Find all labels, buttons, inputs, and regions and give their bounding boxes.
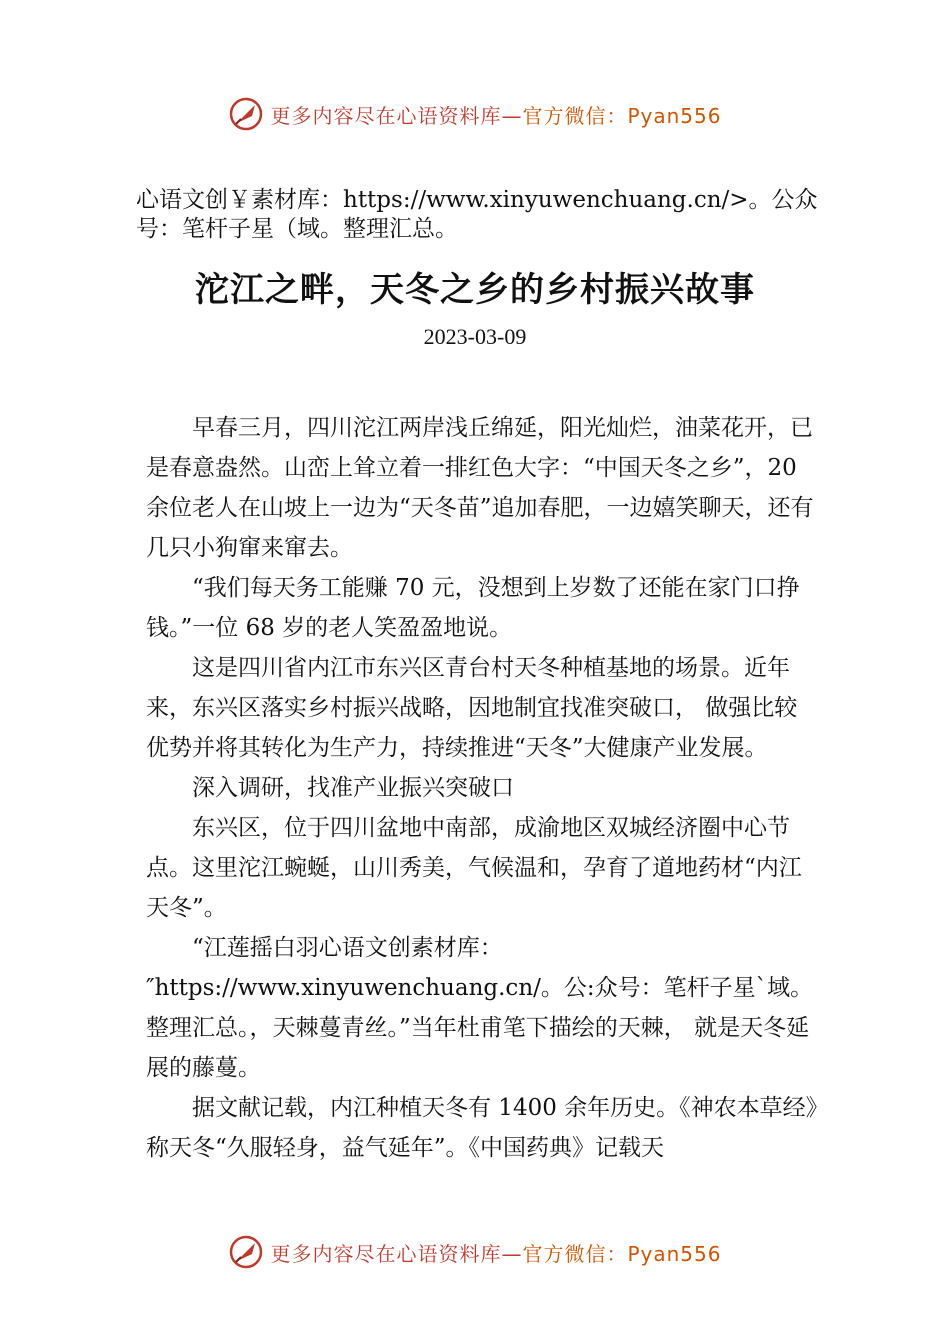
wechat-id: 官方微信：Pyan556 bbox=[522, 103, 722, 128]
paragraph: “江莲摇白羽心语文创素材库：″https://www.xinyuwenchuang.cn/。公:众号：笔杆子星`域。整理汇总。，天棘蔓青丝。”当年杜甫笔下描绘的天棘， 就是天冬延展的藤蔓。 bbox=[146, 935, 814, 1081]
quill-logo-icon bbox=[228, 1234, 264, 1270]
paragraph: 东兴区，位于四川盆地中南部，成渝地区双城经济圈中心节点。这里沱江蜿蜒，山川秀美，气候温和，孕育了道地药材“内江天冬”。 bbox=[146, 815, 802, 921]
article-date: 2023-03-09 bbox=[423, 324, 527, 349]
source-line: 心语文创￥素材库：https://www.xinyuwenchuang.cn/>。公众号：笔杆子星（域。整理汇总。 bbox=[136, 187, 818, 242]
header-banner bbox=[0, 94, 950, 134]
paragraph: “我们每天务工能赚 70 元，没想到上岁数了还能在家门口挣钱。”一位 68 岁的老人笑盈盈地说。 bbox=[146, 575, 800, 641]
paragraph: 这是四川省内江市东兴区青台村天冬种植基地的场景。近年来，东兴区落实乡村振兴战略，因地制宜找准突破口， 做强比较优势并将其转化为生产力，持续推进“天冬”大健康产业发展。 bbox=[146, 655, 798, 761]
wechat-id: 官方微信：Pyan556 bbox=[522, 1241, 722, 1266]
footer-banner bbox=[0, 1232, 950, 1272]
section-heading: 深入调研，找准产业振兴突破口 bbox=[192, 775, 514, 801]
paragraph: 据文献记载，内江种植天冬有 1400 余年历史。《神农本草经》称天冬“久服轻身，益气延年”。《中国药典》记载天 bbox=[146, 1095, 818, 1161]
banner-text: 更多内容尽在心语资料库—官方微信：Pyan556 bbox=[270, 103, 722, 128]
article-body bbox=[146, 408, 818, 1168]
paragraph: 早春三月，四川沱江两岸浅丘绵延，阳光灿烂，油菜花开，已是春意盎然。山峦上耸立着一排红色大字：“中国天冬之乡”，20 余位老人在山坡上一边为“天冬苗”追加春肥，一边嬉笑聊天，还有几只小狗窜来窜去。 bbox=[146, 415, 814, 561]
quill-logo-icon bbox=[228, 96, 264, 132]
article-title: 沱江之畔，天冬之乡的乡村振兴故事 bbox=[195, 270, 755, 310]
banner-text: 更多内容尽在心语资料库—官方微信：Pyan556 bbox=[270, 1241, 722, 1266]
